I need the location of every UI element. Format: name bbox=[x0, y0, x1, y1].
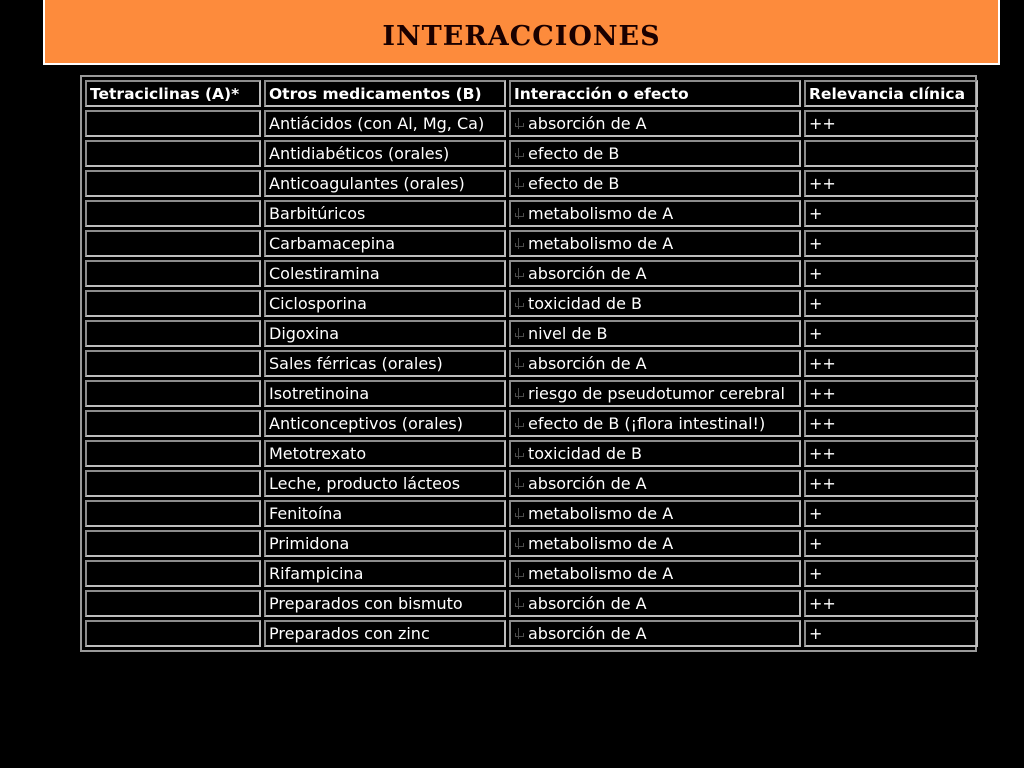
title-banner bbox=[43, 0, 1000, 65]
cell-relevancia: ++ bbox=[804, 410, 978, 437]
cell-medicamento: Isotretinoina bbox=[264, 380, 506, 407]
interaccion-text: absorción de A bbox=[528, 624, 647, 643]
cell-interaccion bbox=[509, 350, 801, 377]
cell-interaccion bbox=[509, 140, 801, 167]
cell-relevancia: ++ bbox=[804, 380, 978, 407]
cell-relevancia: + bbox=[804, 260, 978, 287]
cell-medicamento: Colestiramina bbox=[264, 260, 506, 287]
table-row bbox=[85, 260, 978, 287]
cell-medicamento: Carbamacepina bbox=[264, 230, 506, 257]
interaccion-text: efecto de B (¡flora intestinal!) bbox=[528, 414, 766, 433]
cell-relevancia: + bbox=[804, 560, 978, 587]
arrow-up-icon bbox=[514, 238, 523, 250]
table-row bbox=[85, 200, 978, 227]
interaccion-text: absorción de A bbox=[528, 114, 647, 133]
cell-medicamento: Antiácidos (con Al, Mg, Ca) bbox=[264, 110, 506, 137]
interaccion-text: absorción de A bbox=[528, 264, 647, 283]
table-row bbox=[85, 590, 978, 617]
table-row bbox=[85, 500, 978, 527]
cell-relevancia: + bbox=[804, 620, 978, 647]
arrow-up-icon bbox=[514, 178, 523, 190]
cell-interaccion bbox=[509, 110, 801, 137]
table-row bbox=[85, 440, 978, 467]
cell-tetraciclina bbox=[85, 560, 261, 587]
arrow-up-icon bbox=[514, 298, 523, 310]
cell-relevancia: ++ bbox=[804, 350, 978, 377]
arrow-up-icon bbox=[514, 208, 523, 220]
arrow-down-icon bbox=[514, 358, 523, 370]
interaccion-text: metabolismo de A bbox=[528, 504, 674, 523]
interaccion-text: absorción de A bbox=[528, 594, 647, 613]
cell-tetraciclina bbox=[85, 110, 261, 137]
interaccion-text: nivel de B bbox=[528, 324, 608, 343]
cell-medicamento: Fenitoína bbox=[264, 500, 506, 527]
arrow-up-icon bbox=[514, 148, 523, 160]
cell-medicamento: Rifampicina bbox=[264, 560, 506, 587]
cell-tetraciclina bbox=[85, 380, 261, 407]
cell-interaccion bbox=[509, 620, 801, 647]
cell-interaccion bbox=[509, 170, 801, 197]
slide-title: interacciones bbox=[382, 8, 661, 54]
interaccion-text: metabolismo de A bbox=[528, 234, 674, 253]
cell-relevancia: ++ bbox=[804, 110, 978, 137]
cell-tetraciclina bbox=[85, 200, 261, 227]
interaccion-text: absorción de A bbox=[528, 354, 647, 373]
arrow-down-icon bbox=[514, 478, 523, 490]
interaccion-text: absorción de A bbox=[528, 474, 647, 493]
cell-relevancia bbox=[804, 140, 978, 167]
cell-tetraciclina bbox=[85, 500, 261, 527]
cell-tetraciclina bbox=[85, 620, 261, 647]
arrow-up-icon bbox=[514, 328, 523, 340]
arrow-down-icon bbox=[514, 268, 523, 280]
cell-relevancia: + bbox=[804, 290, 978, 317]
interaccion-text: efecto de B bbox=[528, 174, 620, 193]
cell-interaccion bbox=[509, 590, 801, 617]
interaccion-text: toxicidad de B bbox=[528, 294, 642, 313]
table-row bbox=[85, 530, 978, 557]
table-row bbox=[85, 110, 978, 137]
cell-relevancia: + bbox=[804, 500, 978, 527]
table-row bbox=[85, 320, 978, 347]
cell-medicamento: Antidiabéticos (orales) bbox=[264, 140, 506, 167]
table-row bbox=[85, 410, 978, 437]
cell-tetraciclina bbox=[85, 170, 261, 197]
cell-relevancia: + bbox=[804, 530, 978, 557]
table-row bbox=[85, 350, 978, 377]
cell-relevancia: ++ bbox=[804, 170, 978, 197]
cell-medicamento: Primidona bbox=[264, 530, 506, 557]
table-row bbox=[85, 230, 978, 257]
cell-interaccion bbox=[509, 500, 801, 527]
arrow-down-icon bbox=[514, 598, 523, 610]
header-tetraciclinas: Tetraciclinas (A)* bbox=[85, 80, 261, 107]
cell-medicamento: Leche, producto lácteos bbox=[264, 470, 506, 497]
cell-interaccion bbox=[509, 200, 801, 227]
cell-tetraciclina bbox=[85, 320, 261, 347]
cell-medicamento: Digoxina bbox=[264, 320, 506, 347]
arrow-up-icon bbox=[514, 568, 523, 580]
cell-tetraciclina bbox=[85, 440, 261, 467]
interaccion-text: metabolismo de A bbox=[528, 564, 674, 583]
interaccion-text: riesgo de pseudotumor cerebral bbox=[528, 384, 785, 403]
table-body bbox=[85, 110, 978, 647]
cell-relevancia: ++ bbox=[804, 440, 978, 467]
cell-tetraciclina bbox=[85, 350, 261, 377]
cell-tetraciclina bbox=[85, 260, 261, 287]
arrow-down-icon bbox=[514, 418, 523, 430]
header-relevancia: Relevancia clínica bbox=[804, 80, 978, 107]
cell-relevancia: + bbox=[804, 200, 978, 227]
cell-interaccion bbox=[509, 470, 801, 497]
interactions-table-container bbox=[80, 75, 977, 652]
cell-interaccion bbox=[509, 410, 801, 437]
cell-medicamento: Ciclosporina bbox=[264, 290, 506, 317]
table-row bbox=[85, 290, 978, 317]
table-header-row bbox=[85, 80, 978, 107]
cell-medicamento: Anticonceptivos (orales) bbox=[264, 410, 506, 437]
cell-interaccion bbox=[509, 440, 801, 467]
cell-interaccion bbox=[509, 230, 801, 257]
cell-tetraciclina bbox=[85, 230, 261, 257]
table-row bbox=[85, 140, 978, 167]
interaccion-text: toxicidad de B bbox=[528, 444, 642, 463]
table-row bbox=[85, 560, 978, 587]
table-row bbox=[85, 380, 978, 407]
cell-interaccion bbox=[509, 560, 801, 587]
cell-medicamento: Anticoagulantes (orales) bbox=[264, 170, 506, 197]
arrow-down-icon bbox=[514, 118, 523, 130]
cell-interaccion bbox=[509, 260, 801, 287]
cell-interaccion bbox=[509, 530, 801, 557]
cell-tetraciclina bbox=[85, 470, 261, 497]
table-row bbox=[85, 170, 978, 197]
arrow-up-icon bbox=[514, 388, 523, 400]
cell-tetraciclina bbox=[85, 530, 261, 557]
cell-relevancia: + bbox=[804, 320, 978, 347]
cell-relevancia: ++ bbox=[804, 470, 978, 497]
interactions-table bbox=[82, 77, 981, 650]
interaccion-text: metabolismo de A bbox=[528, 204, 674, 223]
cell-interaccion bbox=[509, 380, 801, 407]
arrow-up-icon bbox=[514, 508, 523, 520]
cell-tetraciclina bbox=[85, 290, 261, 317]
cell-tetraciclina bbox=[85, 140, 261, 167]
cell-relevancia: ++ bbox=[804, 590, 978, 617]
cell-interaccion bbox=[509, 320, 801, 347]
cell-tetraciclina bbox=[85, 590, 261, 617]
header-interaccion: Interacción o efecto bbox=[509, 80, 801, 107]
cell-medicamento: Metotrexato bbox=[264, 440, 506, 467]
cell-tetraciclina bbox=[85, 410, 261, 437]
arrow-up-icon bbox=[514, 538, 523, 550]
table-row bbox=[85, 470, 978, 497]
arrow-down-icon bbox=[514, 628, 523, 640]
cell-relevancia: + bbox=[804, 230, 978, 257]
table-row bbox=[85, 620, 978, 647]
arrow-up-icon bbox=[514, 448, 523, 460]
cell-medicamento: Barbitúricos bbox=[264, 200, 506, 227]
header-otros-medicamentos: Otros medicamentos (B) bbox=[264, 80, 506, 107]
cell-medicamento: Sales férricas (orales) bbox=[264, 350, 506, 377]
cell-interaccion bbox=[509, 290, 801, 317]
interaccion-text: efecto de B bbox=[528, 144, 620, 163]
cell-medicamento: Preparados con zinc bbox=[264, 620, 506, 647]
interaccion-text: metabolismo de A bbox=[528, 534, 674, 553]
cell-medicamento: Preparados con bismuto bbox=[264, 590, 506, 617]
